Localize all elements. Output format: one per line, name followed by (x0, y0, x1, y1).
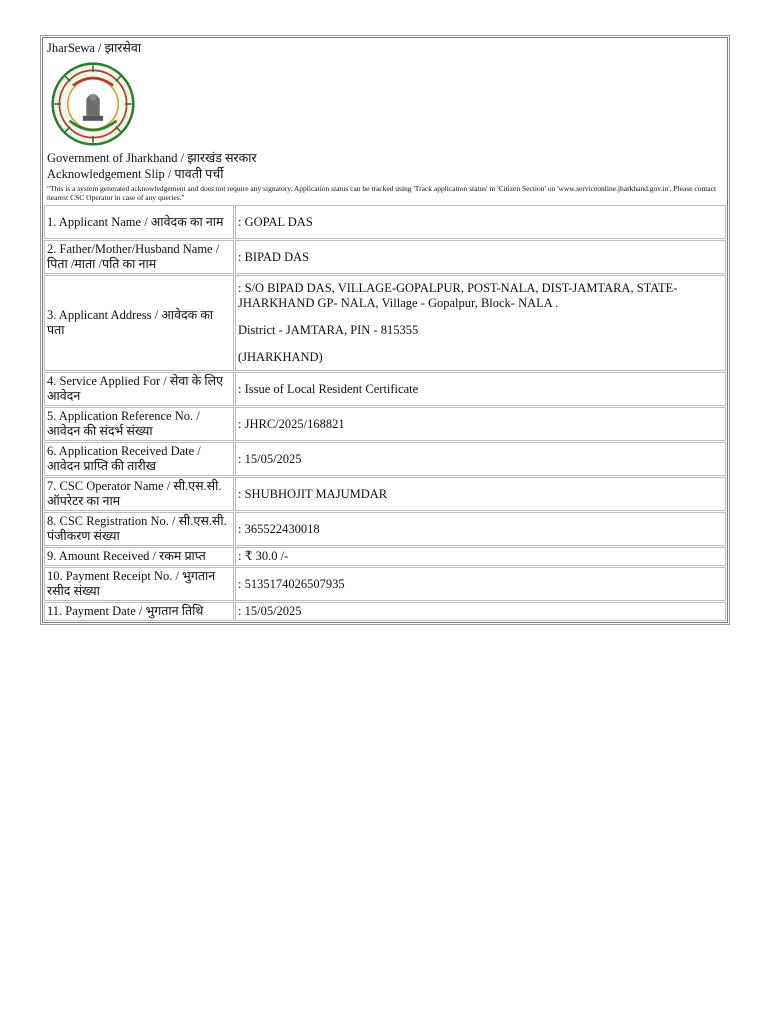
address-line: District - JAMTARA, PIN - 815355 (238, 323, 419, 337)
field-value: : BIPAD DAS (235, 240, 726, 274)
field-value: : 5135174026507935 (235, 567, 726, 601)
field-value: : Issue of Local Resident Certificate (235, 372, 726, 406)
table-row (44, 512, 726, 546)
table-row (44, 477, 726, 511)
table-row (44, 205, 726, 239)
field-label: 3. Applicant Address / आवेदक का पता (44, 275, 234, 371)
field-value: : JHRC/2025/168821 (235, 407, 726, 441)
slip-title: Acknowledgement Slip / पावती पर्ची (47, 167, 224, 181)
acknowledgement-slip (42, 37, 728, 623)
field-label: 10. Payment Receipt No. / भुगतान रसीद संख्या (44, 567, 234, 601)
portal-name: JharSewa / झारसेवा (47, 41, 142, 55)
table-row (44, 602, 726, 621)
disclaimer-note: "This is a system generated acknowledgement and does not require any signatory. Application status can be tracked using 'Track application status' in 'Citizen Section' on 'www.serviceonline.jharkhand.gov.in'. Please contact nearest CSC Operator in case of any queries." (47, 184, 717, 202)
field-value: : GOPAL DAS (235, 205, 726, 239)
table-row (44, 407, 726, 441)
table-row (44, 442, 726, 476)
field-label: 2. Father/Mother/Husband Name / पिता /माता /पति का नाम (44, 240, 234, 274)
jharkhand-seal-logo (51, 62, 135, 146)
field-label: 9. Amount Received / रकम प्राप्त (44, 547, 234, 566)
address-value (235, 275, 726, 371)
table-row (44, 567, 726, 601)
field-value: : 15/05/2025 (235, 442, 726, 476)
table-row (44, 547, 726, 566)
field-value: : ₹ 30.0 /- (235, 547, 726, 566)
table-row (44, 275, 726, 371)
field-label: 6. Application Received Date / आवेदन प्राप्ति की तारीख (44, 442, 234, 476)
field-value: : 365522430018 (235, 512, 726, 546)
field-label: 11. Payment Date / भुगतान तिथि (44, 602, 234, 621)
field-label: 5. Application Reference No. / आवेदन की संदर्भ संख्या (44, 407, 234, 441)
government-name: Government of Jharkhand / झारखंड सरकार (47, 151, 257, 165)
slip-header (43, 38, 727, 204)
details-table (43, 204, 727, 622)
field-label: 1. Applicant Name / आवेदक का नाम (44, 205, 234, 239)
address-line: : S/O BIPAD DAS, VILLAGE-GOPALPUR, POST-NALA, DIST-JAMTARA, STATE-JHARKHAND GP- NALA, Village - Gopalpur, Block- NALA . (238, 281, 678, 310)
table-row (44, 372, 726, 406)
field-value: : 15/05/2025 (235, 602, 726, 621)
field-label: 7. CSC Operator Name / सी.एस.सी. ऑपरेटर का नाम (44, 477, 234, 511)
field-label: 4. Service Applied For / सेवा के लिए आवेदन (44, 372, 234, 406)
table-row (44, 240, 726, 274)
field-label: 8. CSC Registration No. / सी.एस.सी. पंजीकरण संख्या (44, 512, 234, 546)
field-value: : SHUBHOJIT MAJUMDAR (235, 477, 726, 511)
address-line: (JHARKHAND) (238, 350, 323, 364)
